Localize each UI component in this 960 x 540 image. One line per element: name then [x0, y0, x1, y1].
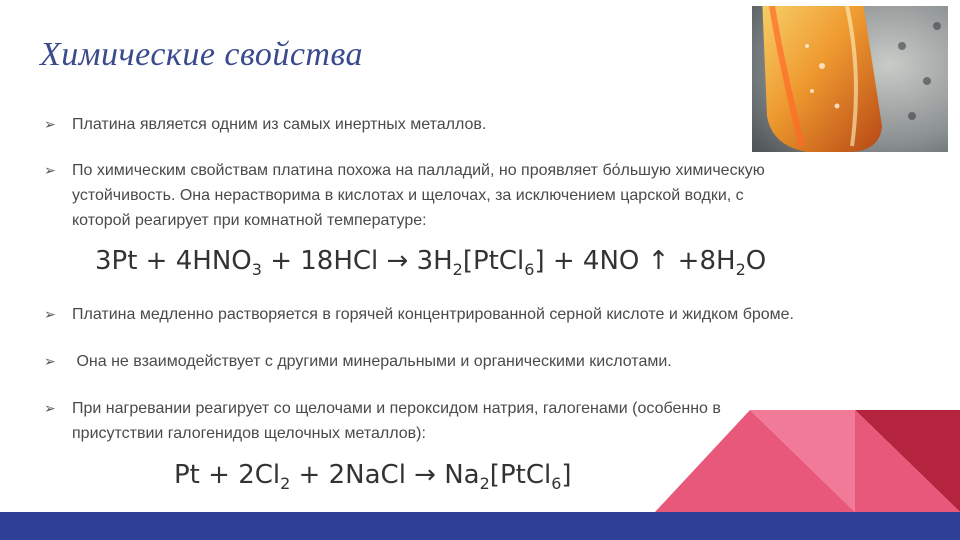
arrow-bullet-icon: ➢: [44, 162, 56, 178]
arrow-bullet-icon: ➢: [44, 116, 56, 132]
equation-aqua-regia: $3Pt + 4HNO_3 + 18HCl$ → $3H_2[PtCl_6] + 4NO$ ↑ $+8H_2O$: [95, 246, 767, 280]
bullet-line: устойчивость. Она нерастворима в кислотах и щелочах, за исключением царской водки, с: [72, 187, 744, 204]
bullet-line: присутствии галогенидов щелочных металлов):: [72, 425, 426, 442]
decorative-triangles: [640, 405, 960, 512]
bullet-text: Платина является одним из самых инертных металлов.: [72, 116, 487, 133]
bottom-bar: [0, 512, 960, 540]
bullet-text: Она не взаимодействует с другими минеральными и органическими кислотами.: [72, 353, 672, 370]
bullet-line: которой реагирует при комнатной температуре:: [72, 212, 427, 229]
bullet-line: При нагревании реагирует со щелочами и пероксидом натрия, галогенами (особенно в: [72, 400, 721, 417]
equation-chlorination: $Pt + 2Cl_2$ + 2NaCl → $Na_2[PtCl_6]$: [174, 460, 572, 494]
bullet-text: Платина медленно растворяется в горячей концентрированной серной кислоте и жидком броме.: [72, 306, 794, 323]
test-tube-photo: [752, 6, 948, 152]
arrow-bullet-icon: ➢: [44, 353, 56, 369]
bullet-line: По химическим свойствам платина похожа на палладий, но проявляет бо́льшую химическую: [72, 162, 765, 179]
arrow-bullet-icon: ➢: [44, 306, 56, 322]
arrow-bullet-icon: ➢: [44, 400, 56, 416]
slide-title: Химические свойства: [40, 36, 363, 73]
